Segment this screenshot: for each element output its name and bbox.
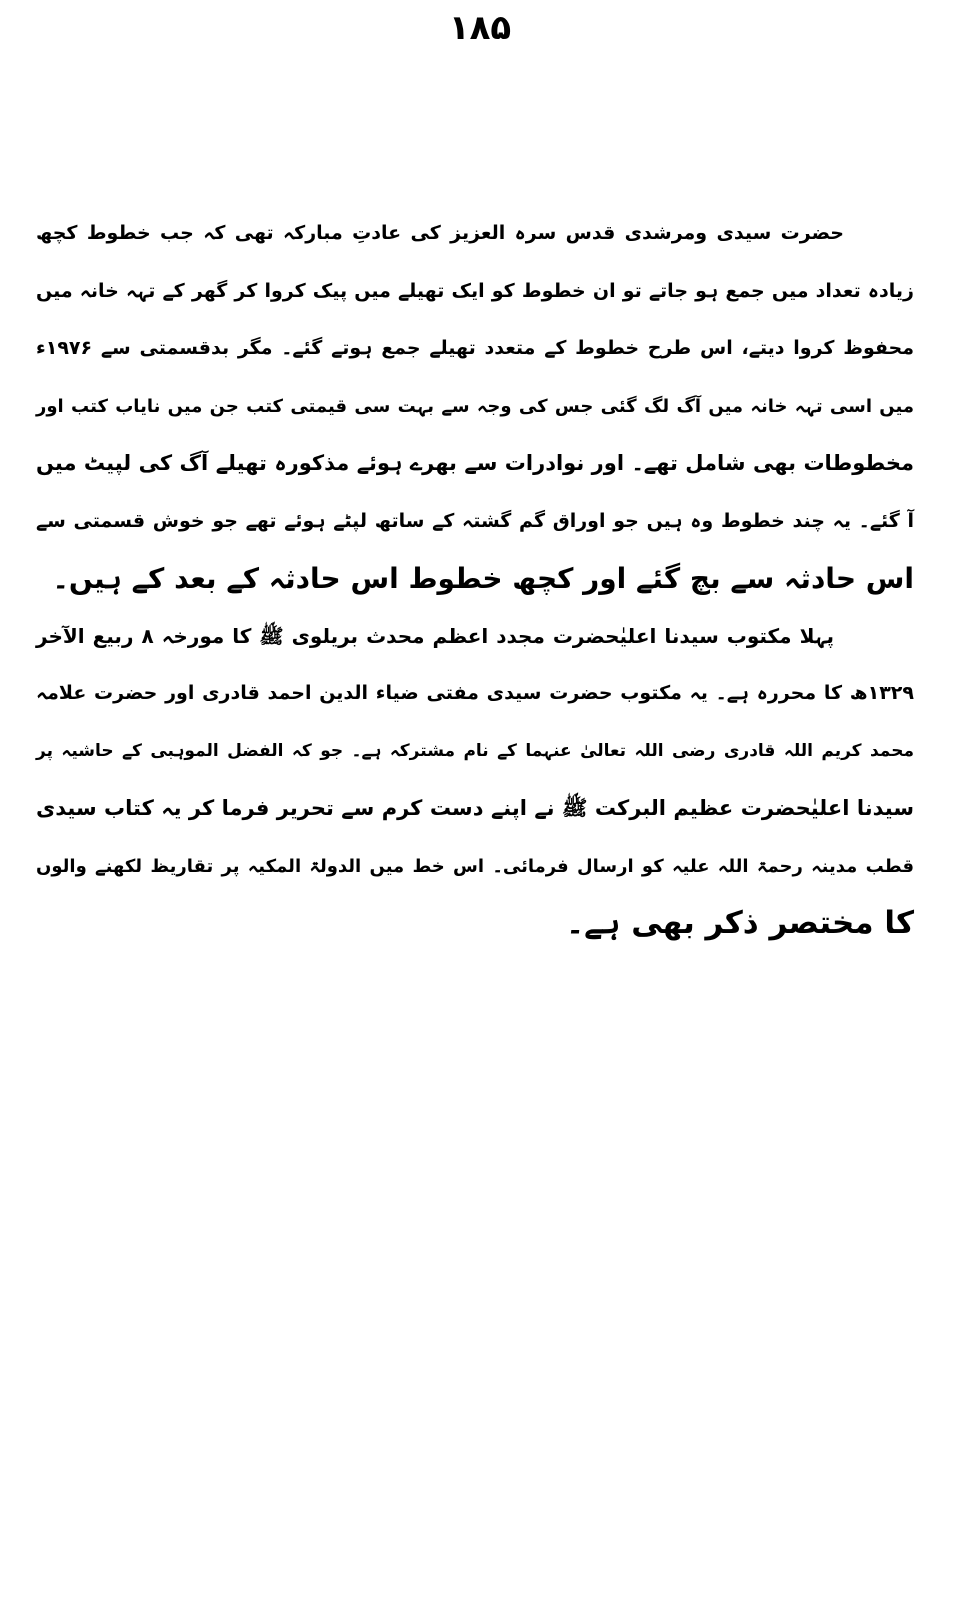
paragraph-2-line-5: قطب مدینہ رحمۃ اللہ علیہ کو ارسال فرمائی۔ اس خط میں الدولۃ المکیہ پر تقاریظ لکھنے والوں xyxy=(36,855,914,877)
paragraph-2-line-4: سیدنا اعلیٰحضرت عظیم البرکت ﷺ نے اپنے دست کرم سے تحریر فرما کر یہ کتاب سیدی xyxy=(36,796,914,820)
paragraph-2-line-2: ۱۳۲۹ھ کا محررہ ہے۔ یہ مکتوب حضرت سیدی مفتی ضیاء الدین احمد قادری اور حضرت علامہ xyxy=(36,682,914,704)
body-text xyxy=(36,205,914,953)
paragraph-2-line-1: پہلا مکتوب سیدنا اعلیٰحضرت مجدد اعظم محدث بریلوی ﷺ کا مورخہ ۸ ربیع الآخر xyxy=(36,623,834,648)
paragraph-1-line-3: محفوظ کروا دیتے، اس طرح خطوط کے متعدد تھیلے جمع ہوتے گئے۔ مگر بدقسمتی سے ۱۹۷۶ء xyxy=(36,337,914,359)
paragraph-1-line-2: زیادہ تعداد میں جمع ہو جاتے تو ان خطوط کو ایک تھیلے میں پیک کروا کر گھر کے تہہ خانہ میں xyxy=(36,279,914,302)
page-number: ۱۸۵ xyxy=(448,8,512,48)
paragraph-1-line-1: حضرت سیدی ومرشدی قدس سرہ العزیز کی عادتِ مبارکہ تھی کہ جب خطوط کچھ xyxy=(36,222,844,244)
paragraph-1-line-6: آ گئے۔ یہ چند خطوط وہ ہیں جو اوراق گم گشتہ کے ساتھ لپٹے ہوئے تھے جو خوش قسمتی سے xyxy=(36,509,914,532)
paragraph-1-line-7: اس حادثہ سے بچ گئے اور کچھ خطوط اس حادثہ کے بعد کے ہیں۔ xyxy=(52,562,914,595)
paragraph-1-line-4: میں اسی تہہ خانہ میں آگ لگ گئی جس کی وجہ سے بہت سی قیمتی کتب جن میں نایاب کتب اور xyxy=(36,395,914,417)
paragraph-2-line-3: محمد کریم اللہ قادری رضی اللہ تعالیٰ عنہما کے نام مشترکہ ہے۔ جو کہ الفضل الموہبی کے حاشیہ پر xyxy=(36,740,914,761)
paragraph-1-line-5: مخطوطات بھی شامل تھے۔ اور نوادرات سے بھرے ہوئے مذکورہ تھیلے آگ کی لپیٹ میں xyxy=(36,451,914,475)
paragraph-2-line-6: کا مختصر ذکر بھی ہے۔ xyxy=(565,905,914,941)
